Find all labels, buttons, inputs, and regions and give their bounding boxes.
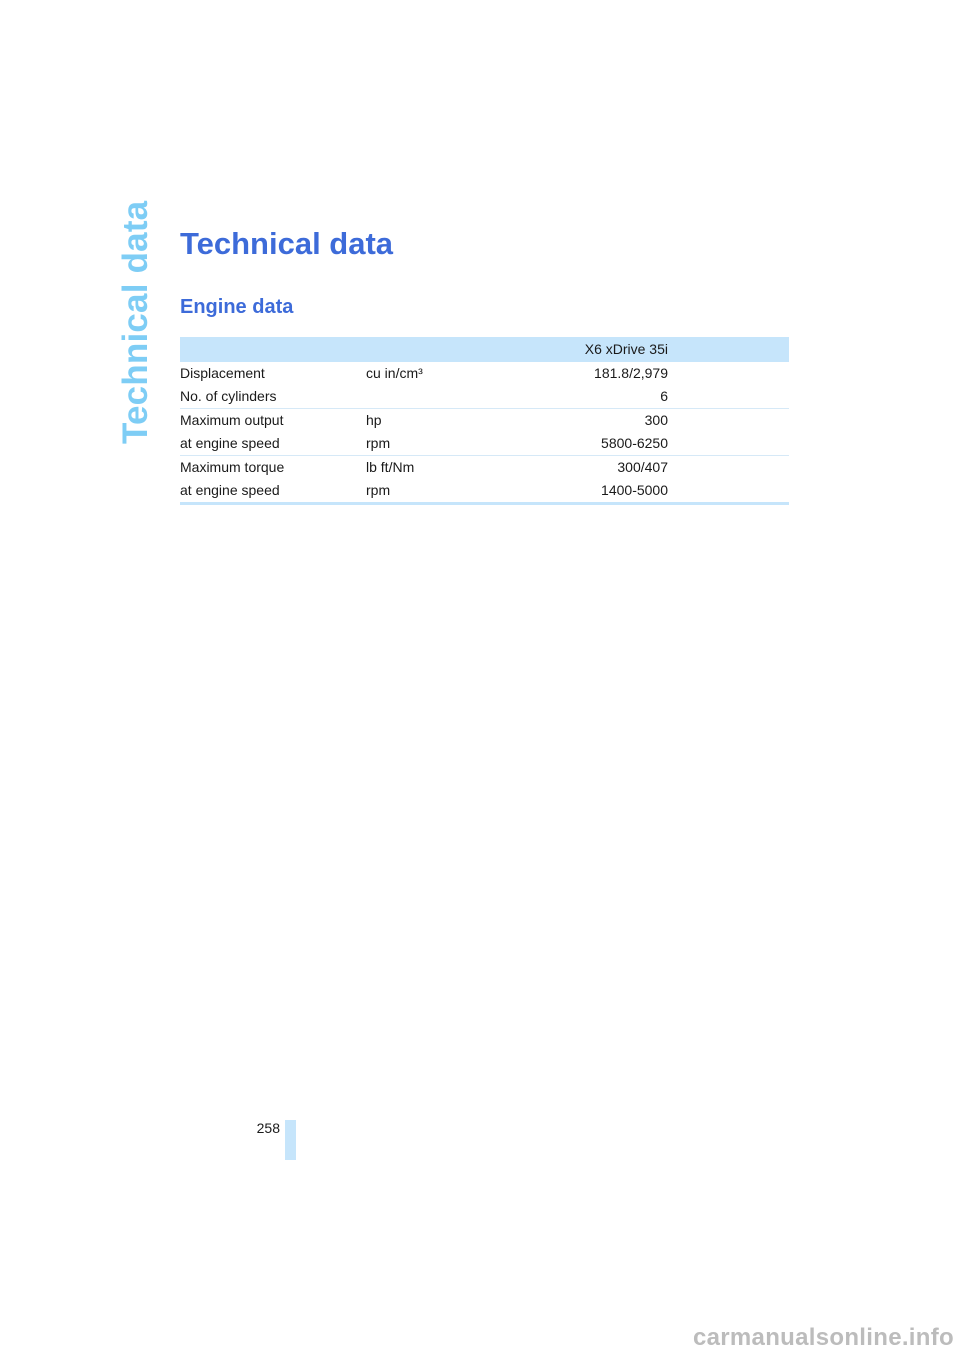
page-title: Technical data xyxy=(180,226,394,261)
table-header-row xyxy=(180,337,789,362)
table-header-model: X6 xDrive 35i xyxy=(584,341,668,357)
param-cell: at engine speed xyxy=(180,432,366,456)
unit-cell: rpm xyxy=(366,479,486,504)
pad-cell xyxy=(668,456,789,480)
page-number: 258 xyxy=(256,1120,280,1136)
page-marker-tab xyxy=(285,1120,296,1160)
pad-cell xyxy=(668,409,789,433)
table-row xyxy=(180,409,789,433)
unit-cell: lb ft/Nm xyxy=(366,459,415,475)
unit-cell: rpm xyxy=(366,432,486,456)
unit-cell: hp xyxy=(366,412,382,428)
value-cell: 181.8/2,979 xyxy=(594,365,668,381)
pad-cell xyxy=(668,432,789,456)
value-cell: 300/407 xyxy=(617,459,668,475)
table-row xyxy=(180,432,789,456)
table-header-cell xyxy=(668,337,789,362)
table-header-cell xyxy=(180,337,366,362)
param-cell: No. of cylinders xyxy=(180,385,366,409)
watermark: carmanualsonline.info xyxy=(692,1324,954,1351)
pad-cell xyxy=(668,362,789,385)
side-section-label: Technical data xyxy=(116,200,155,444)
table-row xyxy=(180,456,789,480)
table-row xyxy=(180,362,789,385)
value-cell: 6 xyxy=(486,385,668,409)
param-cell: Maximum output xyxy=(180,412,284,428)
pad-cell xyxy=(668,385,789,409)
param-cell: Displacement xyxy=(180,365,265,381)
param-cell: at engine speed xyxy=(180,479,366,504)
param-cell: Maximum torque xyxy=(180,459,285,475)
engine-data-table xyxy=(180,337,789,505)
table-row xyxy=(180,385,789,409)
value-cell: 5800-6250 xyxy=(486,432,668,456)
table-header-cell xyxy=(366,337,486,362)
pad-cell xyxy=(668,479,789,504)
unit-cell xyxy=(366,385,486,409)
table-row xyxy=(180,479,789,504)
section-title: Engine data xyxy=(180,296,294,318)
value-cell: 300 xyxy=(644,412,668,428)
unit-cell: cu in/cm³ xyxy=(366,365,423,381)
value-cell: 1400-5000 xyxy=(486,479,668,504)
